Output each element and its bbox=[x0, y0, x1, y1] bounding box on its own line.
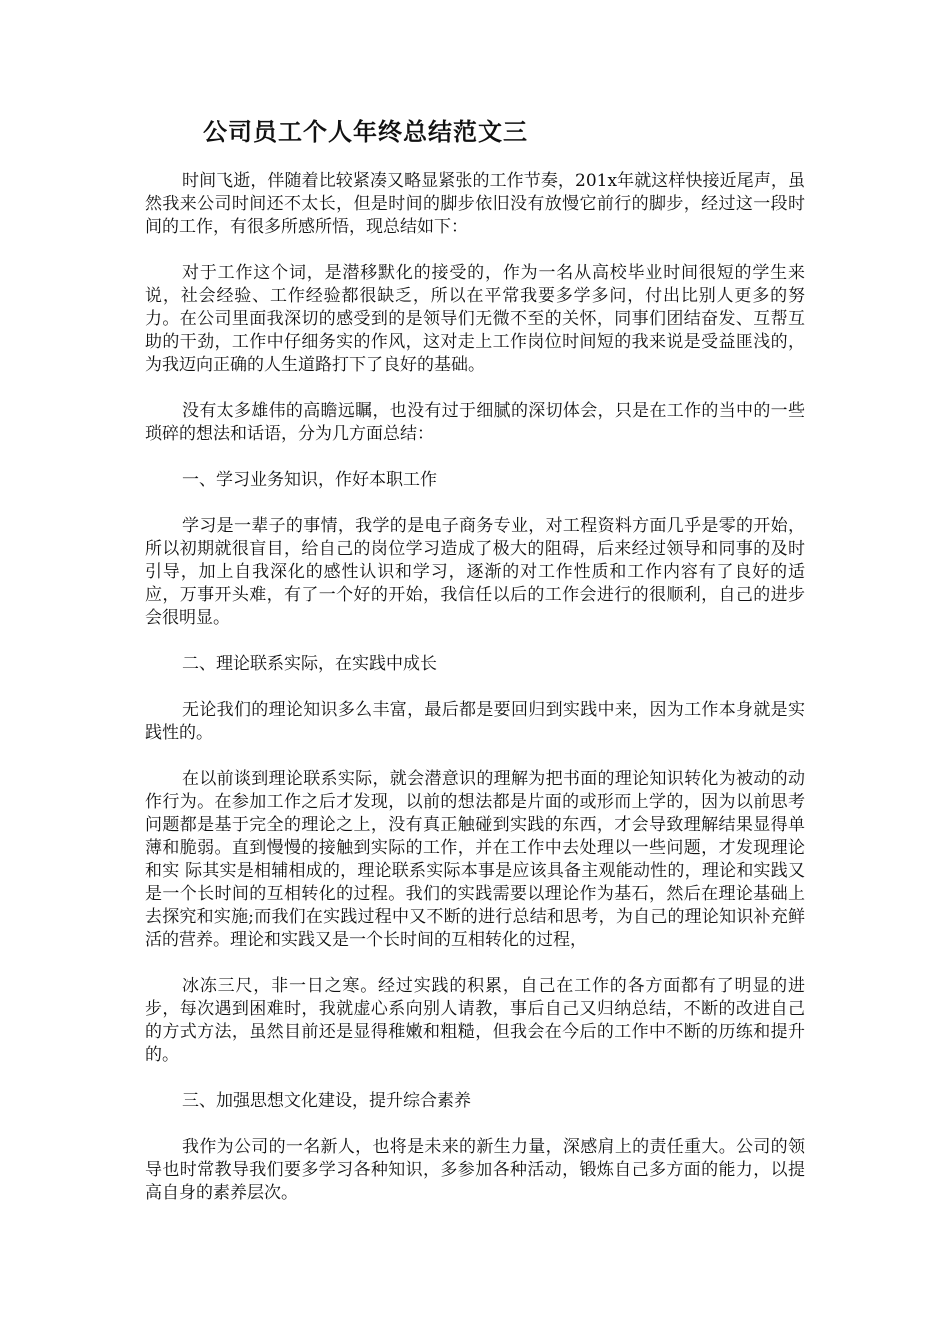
page-title: 公司员工个人年终总结范文三 bbox=[203, 118, 528, 146]
paragraph-learning: 学习是一辈子的事情，我学的是电子商务专业，对工程资料方面几乎是零的开始，所以初期就很盲目，给自己的岗位学习造成了极大的阻碍，后来经过领导和同事的及时引导，加上自我深化的感性认识和学习，逐渐的对工作性质和工作内容有了良好的适应，万事开头难，有了一个好的开始，我信任以后的工作会进行的很顺利，自己的进步会很明显。 bbox=[145, 516, 805, 628]
section-heading-1: 一、学习业务知识，作好本职工作 bbox=[182, 470, 437, 490]
section-heading-3: 三、加强思想文化建设，提升综合素养 bbox=[182, 1091, 471, 1111]
paragraph-theory-practice: 在以前谈到理论联系实际，就会潜意识的理解为把书面的理论知识转化为被动的动作行为。在参加工作之后才发现，以前的想法都是片面的或形而上学的，因为以前思考问题都是基于完全的理论之上，没有真正触碰到实践的东西，才会导致理解结果显得单薄和脆弱。直到慢慢的接触到实际的工作，并在工作中去处理以一些问题，才发现理论和实 际其实是相辅相成的，理论联系实际本事是应该具备主观能动性的，理论和实践又是一个长时间的互相转化的过程。我们的实践需要以理论作为基石，然后在理论基础上去探究和实施;而我们在实践过程中又不断的进行总结和思考，为自己的理论知识补充鲜活的营养。理论和实践又是一个长时间的互相转化的过程， bbox=[145, 769, 805, 950]
paragraph-progress: 冰冻三尺，非一日之寒。经过实践的积累，自己在工作的各方面都有了明显的进步，每次遇到困难时，我就虚心系向别人请教，事后自己又归纳总结，不断的改进自己的方式方法，虽然目前还是显得稚嫩和粗糙，但我会在今后的工作中不断的历练和提升的。 bbox=[145, 976, 805, 1065]
document-body bbox=[145, 170, 805, 1228]
paragraph-intro: 时间飞逝，伴随着比较紧凑又略显紧张的工作节奏，201x年就这样快接近尾声，虽然我来公司时间还不太长，但是时间的脚步依旧没有放慢它前行的脚步，经过这一段时间的工作，有很多所感所悟，现总结如下： bbox=[145, 171, 805, 237]
section-heading-2: 二、理论联系实际，在实践中成长 bbox=[182, 654, 437, 674]
paragraph-summary-overview: 没有太多雄伟的高瞻远瞩，也没有过于细腻的深切体会，只是在工作的当中的一些琐碎的想法和话语，分为几方面总结： bbox=[145, 401, 805, 444]
paragraph-practice: 无论我们的理论知识多么丰富，最后都是要回归到实践中来，因为工作本身就是实践性的。 bbox=[145, 700, 805, 743]
paragraph-responsibility: 我作为公司的一名新人，也将是未来的新生力量，深感肩上的责任重大。公司的领导也时常教导我们要多学习各种知识，多参加各种活动，锻炼自己多方面的能力，以提高自身的素养层次。 bbox=[145, 1137, 805, 1203]
paragraph-work-attitude: 对于工作这个词，是潜移默化的接受的，作为一名从高校毕业时间很短的学生来说，社会经验、工作经验都很缺乏，所以在平常我要多学多问，付出比别人更多的努力。在公司里面我深切的感受到的是领导们无微不至的关怀，同事们团结奋发、互帮互助的干劲，工作中仔细务实的作风，这对走上工作岗位时间短的我来说是受益匪浅的，为我迈向正确的人生道路打下了良好的基础。 bbox=[145, 263, 805, 375]
